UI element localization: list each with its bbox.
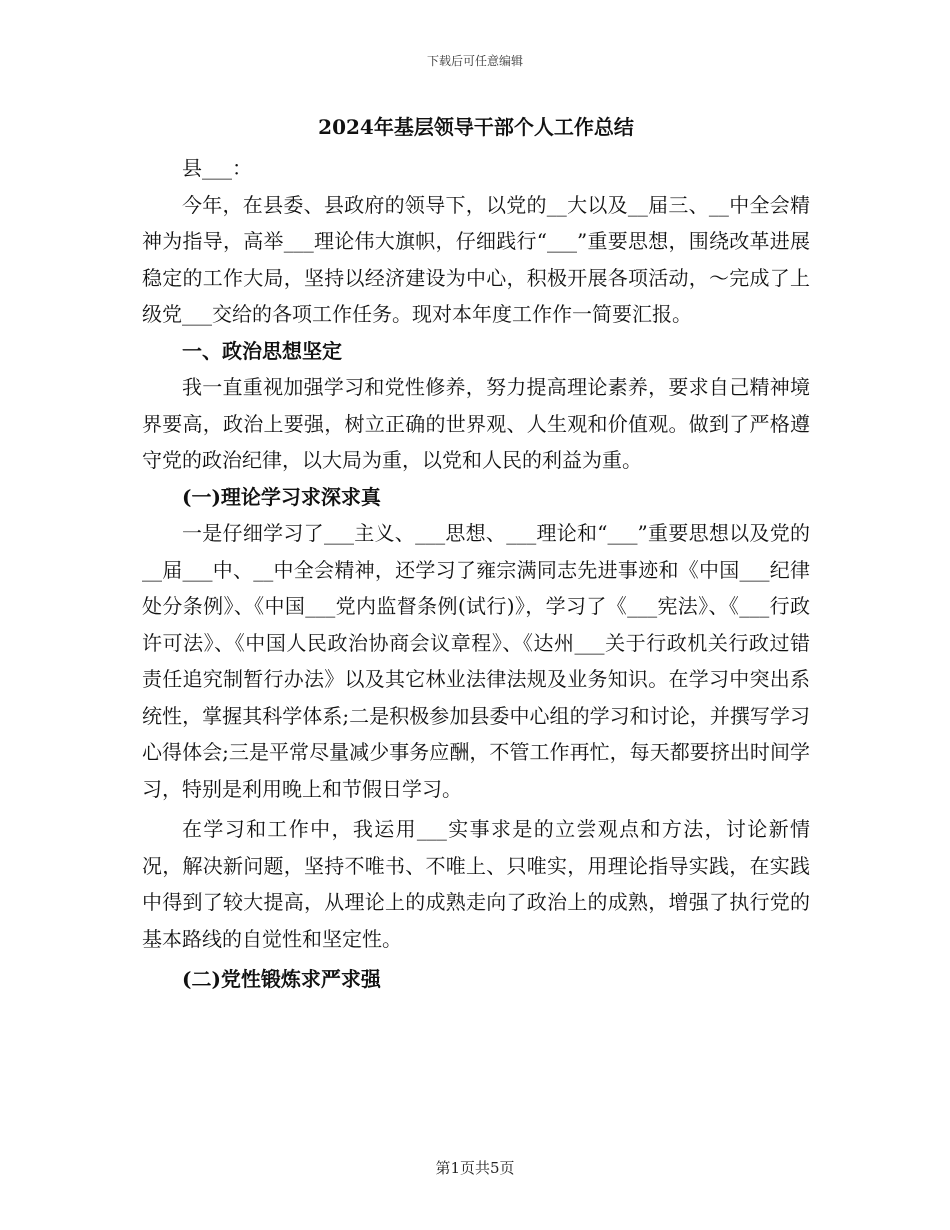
intro-paragraph: 今年，在县委、县政府的领导下，以党的__大以及__届三、__中全会精神为指导，高举___理论伟大旗帜，仔细践行“___”重要思想，围绕改革进展稳定的工作大局，坚持以经济建设为中心，积极开展各项活动，～完成了上级党___交给的各项工作任务。现对本年度工作作一简要汇报。 bbox=[142, 192, 810, 326]
subsection1-paragraph-1: 一是仔细学习了___主义、___思想、___理论和“___”重要思想以及党的__届___中、__中全会精神，还学习了雍宗满同志先进事迹和《中国___纪律处分条例》、《中国___党内监督条例(试行)》，学习了《___宪法》、《___行政许可法》、《中国人民政治协商会议章程》、《达州___关于行政机关行政过错责任追究制暂行办法》以及其它林业法律法规及业务知识。在学习中突出系统性，掌握其科学体系;二是积极参加县委中心组的学习和讨论，并撰写学习心得体会;三是平常尽量减少事务应酬，不管工作再忙，每天都要挤出时间学习，特别是利用晚上和节假日学习。 bbox=[142, 521, 810, 801]
section1-paragraph: 我一直重视加强学习和党性修养，努力提高理论素养，要求自己精神境界要高，政治上要强，树立正确的世界观、人生观和价值观。做到了严格遵守党的政治纪律，以大局为重，以党和人民的利益为重。 bbox=[142, 375, 810, 472]
document-title: 2024年基层领导干部个人工作总结 bbox=[318, 115, 634, 139]
header-note: 下载后可任意编辑 bbox=[426, 54, 523, 68]
page-footer: 第1页共5页 bbox=[435, 1159, 515, 1177]
document-body bbox=[142, 110, 810, 998]
salutation: 县___： bbox=[182, 156, 252, 180]
section-heading-1: 一、政治思想坚定 bbox=[182, 338, 342, 363]
subsection-heading-1: (一)理论学习求深求真 bbox=[182, 484, 381, 509]
subsection-heading-2: (二)党性锻炼求严求强 bbox=[182, 967, 381, 991]
subsection1-paragraph-2: 在学习和工作中，我运用___实事求是的立尝观点和方法，讨论新情况，解决新问题，坚持不唯书、不唯上、只唯实，用理论指导实践，在实践中得到了较大提高，从理论上的成熟走向了政治上的成熟，增强了执行党的基本路线的自觉性和坚定性。 bbox=[142, 817, 810, 951]
